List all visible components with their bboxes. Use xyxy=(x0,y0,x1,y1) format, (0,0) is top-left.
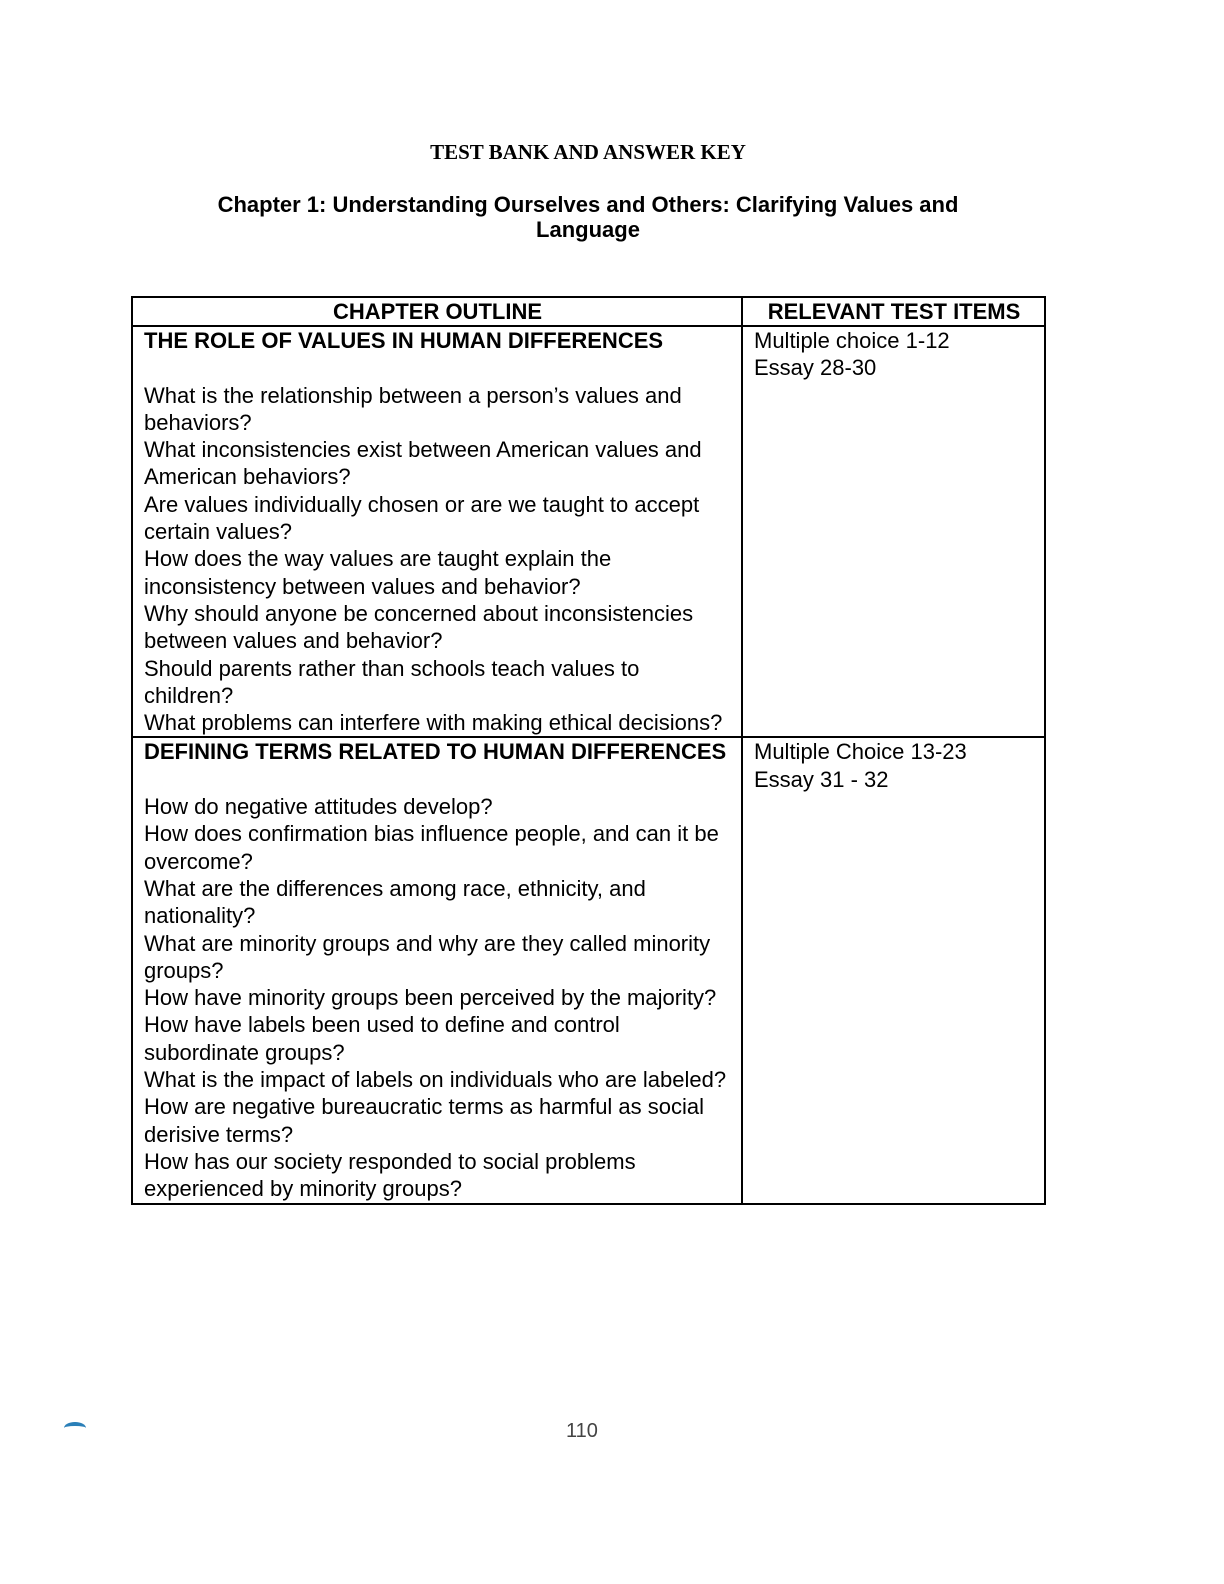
question-item: What is the relationship between a person’s values and behaviors? xyxy=(144,382,682,435)
section-heading: DEFINING TERMS RELATED TO HUMAN DIFFERENCES xyxy=(144,739,727,765)
test-item: Multiple Choice 13-23 xyxy=(754,739,967,765)
chapter-outline-table xyxy=(131,296,1046,1205)
header-relevant-test-items: RELEVANT TEST ITEMS xyxy=(742,297,1045,326)
outline-cell xyxy=(132,326,742,737)
chapter-title: Chapter 1: Understanding Ourselves and Others: Clarifying Values and Language xyxy=(217,192,959,242)
question-item: How have minority groups been perceived by the majority? xyxy=(144,985,717,1011)
test-items-cell xyxy=(742,326,1045,737)
test-item: Essay 28-30 xyxy=(754,355,877,381)
question-item: Should parents rather than schools teach values to children? xyxy=(144,655,640,708)
question-item: How does confirmation bias influence people, and can it be overcome? xyxy=(144,821,719,874)
test-items-cell xyxy=(742,737,1045,1203)
section-heading: THE ROLE OF VALUES IN HUMAN DIFFERENCES xyxy=(144,328,664,353)
header-chapter-outline: CHAPTER OUTLINE xyxy=(132,297,742,326)
question-item: How has our society responded to social problems experienced by minority groups? xyxy=(144,1148,636,1202)
publisher-logo-icon xyxy=(64,1422,86,1434)
question-item: What are the differences among race, ethnicity, and nationality? xyxy=(144,875,646,929)
table-row xyxy=(132,326,1045,737)
question-item: How are negative bureaucratic terms as harmful as social derisive terms? xyxy=(144,1094,705,1147)
question-item: Are values individually chosen or are we taught to accept certain values? xyxy=(144,491,700,545)
question-item: Why should anyone be concerned about inconsistencies between values and behavior? xyxy=(144,600,694,654)
test-item: Essay 31 - 32 xyxy=(754,766,889,792)
question-item: How does the way values are taught explain the inconsistency between values and behavior? xyxy=(144,546,612,599)
outline-cell xyxy=(132,737,742,1203)
question-item: What are minority groups and why are they called minority groups? xyxy=(144,930,711,983)
table-row xyxy=(132,737,1045,1203)
test-item: Multiple choice 1-12 xyxy=(754,328,950,353)
question-item: What is the impact of labels on individuals who are labeled? xyxy=(144,1067,727,1093)
question-item: What problems can interfere with making ethical decisions? xyxy=(144,710,723,736)
question-item: How have labels been used to define and control subordinate groups? xyxy=(144,1012,620,1065)
document-title: TEST BANK AND ANSWER KEY xyxy=(430,140,746,164)
table-header-row xyxy=(132,297,1045,326)
question-item: How do negative attitudes develop? xyxy=(144,794,493,820)
question-item: What inconsistencies exist between American values and American behaviors? xyxy=(144,437,702,490)
page-number: 110 xyxy=(566,1420,598,1442)
